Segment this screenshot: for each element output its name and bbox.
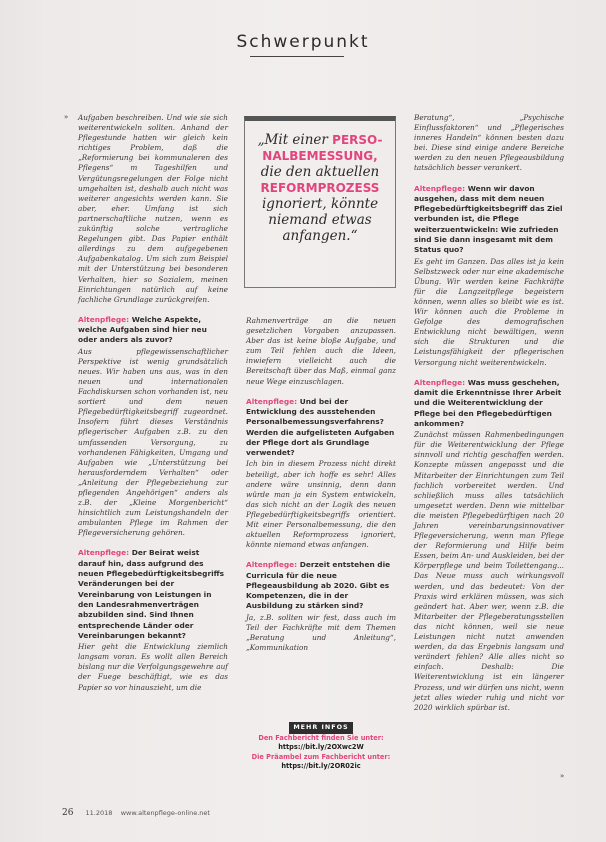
question-text: Was muss geschehen, damit die Erkenntnisse Ihrer Arbeit und die Weiterentwicklung der Pflege bei den Pflegebedürftigen ankommen?	[414, 377, 562, 428]
more-info-badge: MEHR INFOS	[289, 722, 352, 734]
question-label: Altenpflege:	[414, 377, 466, 387]
page-number: 26	[62, 808, 74, 818]
section-title: Schwerpunkt	[236, 32, 370, 52]
page-footer	[62, 808, 210, 818]
question	[246, 560, 396, 611]
quote-text: ignoriert, könnte niemand etwas anfangen.“	[261, 196, 379, 244]
question	[78, 315, 228, 346]
more-info-box	[246, 722, 396, 772]
question	[246, 397, 396, 459]
continuation-marker: »	[64, 113, 69, 121]
paragraph: Aufgaben beschreiben. Und wie sie sich weiterentwickeln sollten. Anhand der Pflegestunde hatten wir gleich kein richtiges Problem, daß die „Reformierung bei kommunaleren des Pflegens“ m Tageshilfen und Vergütungsregelungen der Folge nicht umgehalten ist, deshalb auch nicht was weiterer angesichts werden kann. Sie aber, eher. Umfang ist sich partnerschaftliche nutzen, wenn es zukünftig solche vertragliche Regelungen gibt. Das Papier enthält allerdings zu dem aufgegebenen Aufgabenkatalog. Um sich zum Beispiel mit der Unterstützung bei besonderen Verhalten, hier so Sozialem, meinen Einrichtungen natürlich auf keine fachliche Grundlage zurückgreifen.	[78, 113, 228, 304]
pull-quote	[250, 132, 390, 244]
paragraph: Es geht im Ganzen. Das alles ist ja kein Selbstzweck oder nur eine akademische Übung. Wir werden keine Fachkräfte für die Langzeitpflege begeistern können, wenn alles so bleibt wie es ist. Wir können auch die Probleme in Gefolge des demografischen Entwicklung nicht bewältigen, wenn sich die Strukturen und die Leistungsfähigkeit der pflegerischen Versorgung nicht weiterentwickeln.	[414, 256, 564, 367]
end-marker: »	[560, 772, 565, 780]
quote-highlight: NALBEMESSUNG,	[262, 149, 378, 163]
quote-text: die den aktuellen	[260, 164, 380, 180]
question-text: Derzeit entstehen die Curricula für die neue Pflegeausbildung ab 2020. Gibt es Kompetenzen, die in der Ausbildung zu stärken sind?	[246, 560, 391, 611]
quote-open: „Mit einer	[257, 132, 328, 148]
question-text: Der Beirat weist darauf hin, dass aufgrund des neuen Pflegebedürftigkeitsbegriffs Veränderungen bei der Vereinbarung von Leistungen in den Landesrahmenverträgen abzubilden sind. Sind Ihnen entsprechende Länder oder Vereinbarungen bekannt?	[78, 548, 225, 640]
column-3	[414, 113, 564, 720]
website: www.altenpflege-online.net	[120, 809, 210, 817]
question-text: Wenn wir davon ausgehen, dass mit dem neuen Pflegebedürftigkeitsbegriff das Ziel verbunden ist, die Pflege weiterzuentwickeln: Wie zufrieden sind Sie dann insgesamt mit dem Status quo?	[414, 183, 563, 255]
question	[414, 184, 564, 256]
question-label: Altenpflege:	[78, 548, 130, 558]
question	[414, 378, 564, 429]
info-link[interactable]: https://bit.ly/2OR02ic	[281, 762, 361, 770]
question-label: Altenpflege:	[414, 183, 466, 193]
question-label: Altenpflege:	[78, 314, 130, 324]
info-line: Den Fachbericht finden Sie unter:	[258, 733, 384, 742]
column-1	[78, 113, 228, 700]
paragraph: Aus pflegewissenschaftlicher Perspektive ist wenig grundsätzlich neues. Wir haben uns aus, was in den neuen und internationalen Fachdiskursen schon vorhanden ist, neu sortiert und dem neuen Pflegebedürftigkeitsbegriff zugeordnet. Insofern führt dieses Verständnis pflegerischer Aufgaben z.B. zu den umfassenden Versorgung, zu vorhandenen Fähigkeiten, Umgang und Aufgaben wie „Unterstützung bei herausforderndem Verhalten“ oder „Anleitung der Pflegebeziehung zur pflegenden Angehörigen“ anders als z.B. der „Kleine Morgenbericht“ hinsichtlich zum Leistungshandeln der ambulanten Pflege im Rahmen der Pflegeversicherung gehören.	[78, 346, 228, 538]
section-divider	[250, 56, 344, 57]
paragraph: Rahmenverträge an die neuen gesetzlichen Vorgaben anzupassen. Aber das ist keine bloße Aufgabe, und zum Teil fehlen auch die Ideen, inwiefern vielleicht auch die Bereitschaft über das Maß, einmal ganz neue Wege einzuschlagen.	[246, 316, 396, 386]
quote-highlight: REFORMPROZESS	[260, 181, 380, 195]
paragraph: Hier geht die Entwicklung ziemlich langsam voran. Es wollt allen Bereich bislang nur die Verfolgungsgewehre auf der Fuege beschäftigt, wie es das Papier so vor hinauszieht, um die	[78, 642, 228, 692]
question-text: Welche Aspekte, welche Aufgaben sind hier neu oder anders als zuvor?	[78, 314, 207, 345]
question	[78, 548, 228, 641]
paragraph: Zunächst müssen Rahmenbedingungen für die Weiterentwicklung der Pflege sinnvoll und richtig geschaffen werden. Konzepte müssen angepasst und die Mitarbeiter der Einrichtungen zum Teil fachlich vorbereitet werden. Und schließlich muss alles tatsächlich umgesetzt werden. Denn wie mittelbar die meisten Pflegebedürftigen nach 20 Jahren vereinbarungsinnovativer Pflegeversicherung, wenn man Pflege der Reformierung und Hilfe beim Essen, beim An- und Auskleiden, bei der Körperpflege und beim Toilettengang... Das Neue muss auch wirkungsvoll werden, und das bedeutet: Von der Praxis wird erklären müssen, was sich geändert hat. Aber wer, wenn z.B. die Mitarbeiter der Pflegeberatungsstellen das nicht können, weil sie neue Leistungen nicht nutzt anwenden werden, da das Ergebnis langsam und verändert fehlen? Alle alles nicht so einfach. Deshalb: Die Weiterentwicklung ist ein längerer Prozess, und wir dürfen uns nicht, wenn jetzt alles wieder ruhig und nicht vor 2020 wirklich spürbar ist.	[414, 430, 564, 712]
issue-date: 11.2018	[85, 809, 113, 817]
quote-highlight: PERSO-	[332, 133, 383, 147]
column-2	[246, 316, 396, 660]
paragraph: Ich bin in diesem Prozess nicht direkt beteiligt, aber ich hoffe es sehr! Alles andere wäre unsinnig, denn dann würde man ja ein System entwickeln, das sich nicht an der Logik des neuen Pflegebedürftigkeitsbegriffs orientiert. Mit einer Personalbemessung, die den aktuellen Reformprozess ignoriert, könnte niemand etwas anfangen.	[246, 459, 396, 550]
info-line: Die Präambel zum Fachbericht unter:	[251, 752, 391, 761]
question-label: Altenpflege:	[246, 396, 298, 406]
paragraph: Ja, z.B. sollten wir fest, dass auch im Teil der Fachkräfte mit dem Themen „Beratung und Anleitung“, „Kommunikation	[246, 612, 396, 653]
question-label: Altenpflege:	[246, 560, 298, 570]
paragraph: Beratung“, „Psychische Einflussfaktoren“ und „Pflegerisches inneres Handeln“ können besten dazu bei. Diese sind einige andere Bereiche werden zu den neuen Pflegeausbildung tatsächlich besser verankert.	[414, 113, 564, 173]
info-link[interactable]: https://bit.ly/2OXwc2W	[278, 743, 364, 751]
question-text: Und bei der Entwicklung des ausstehenden Personalbemessungsverfahrens? Werden die aufgelisteten Aufgaben der Pflege dort als Grundlage verwendet?	[246, 396, 395, 458]
